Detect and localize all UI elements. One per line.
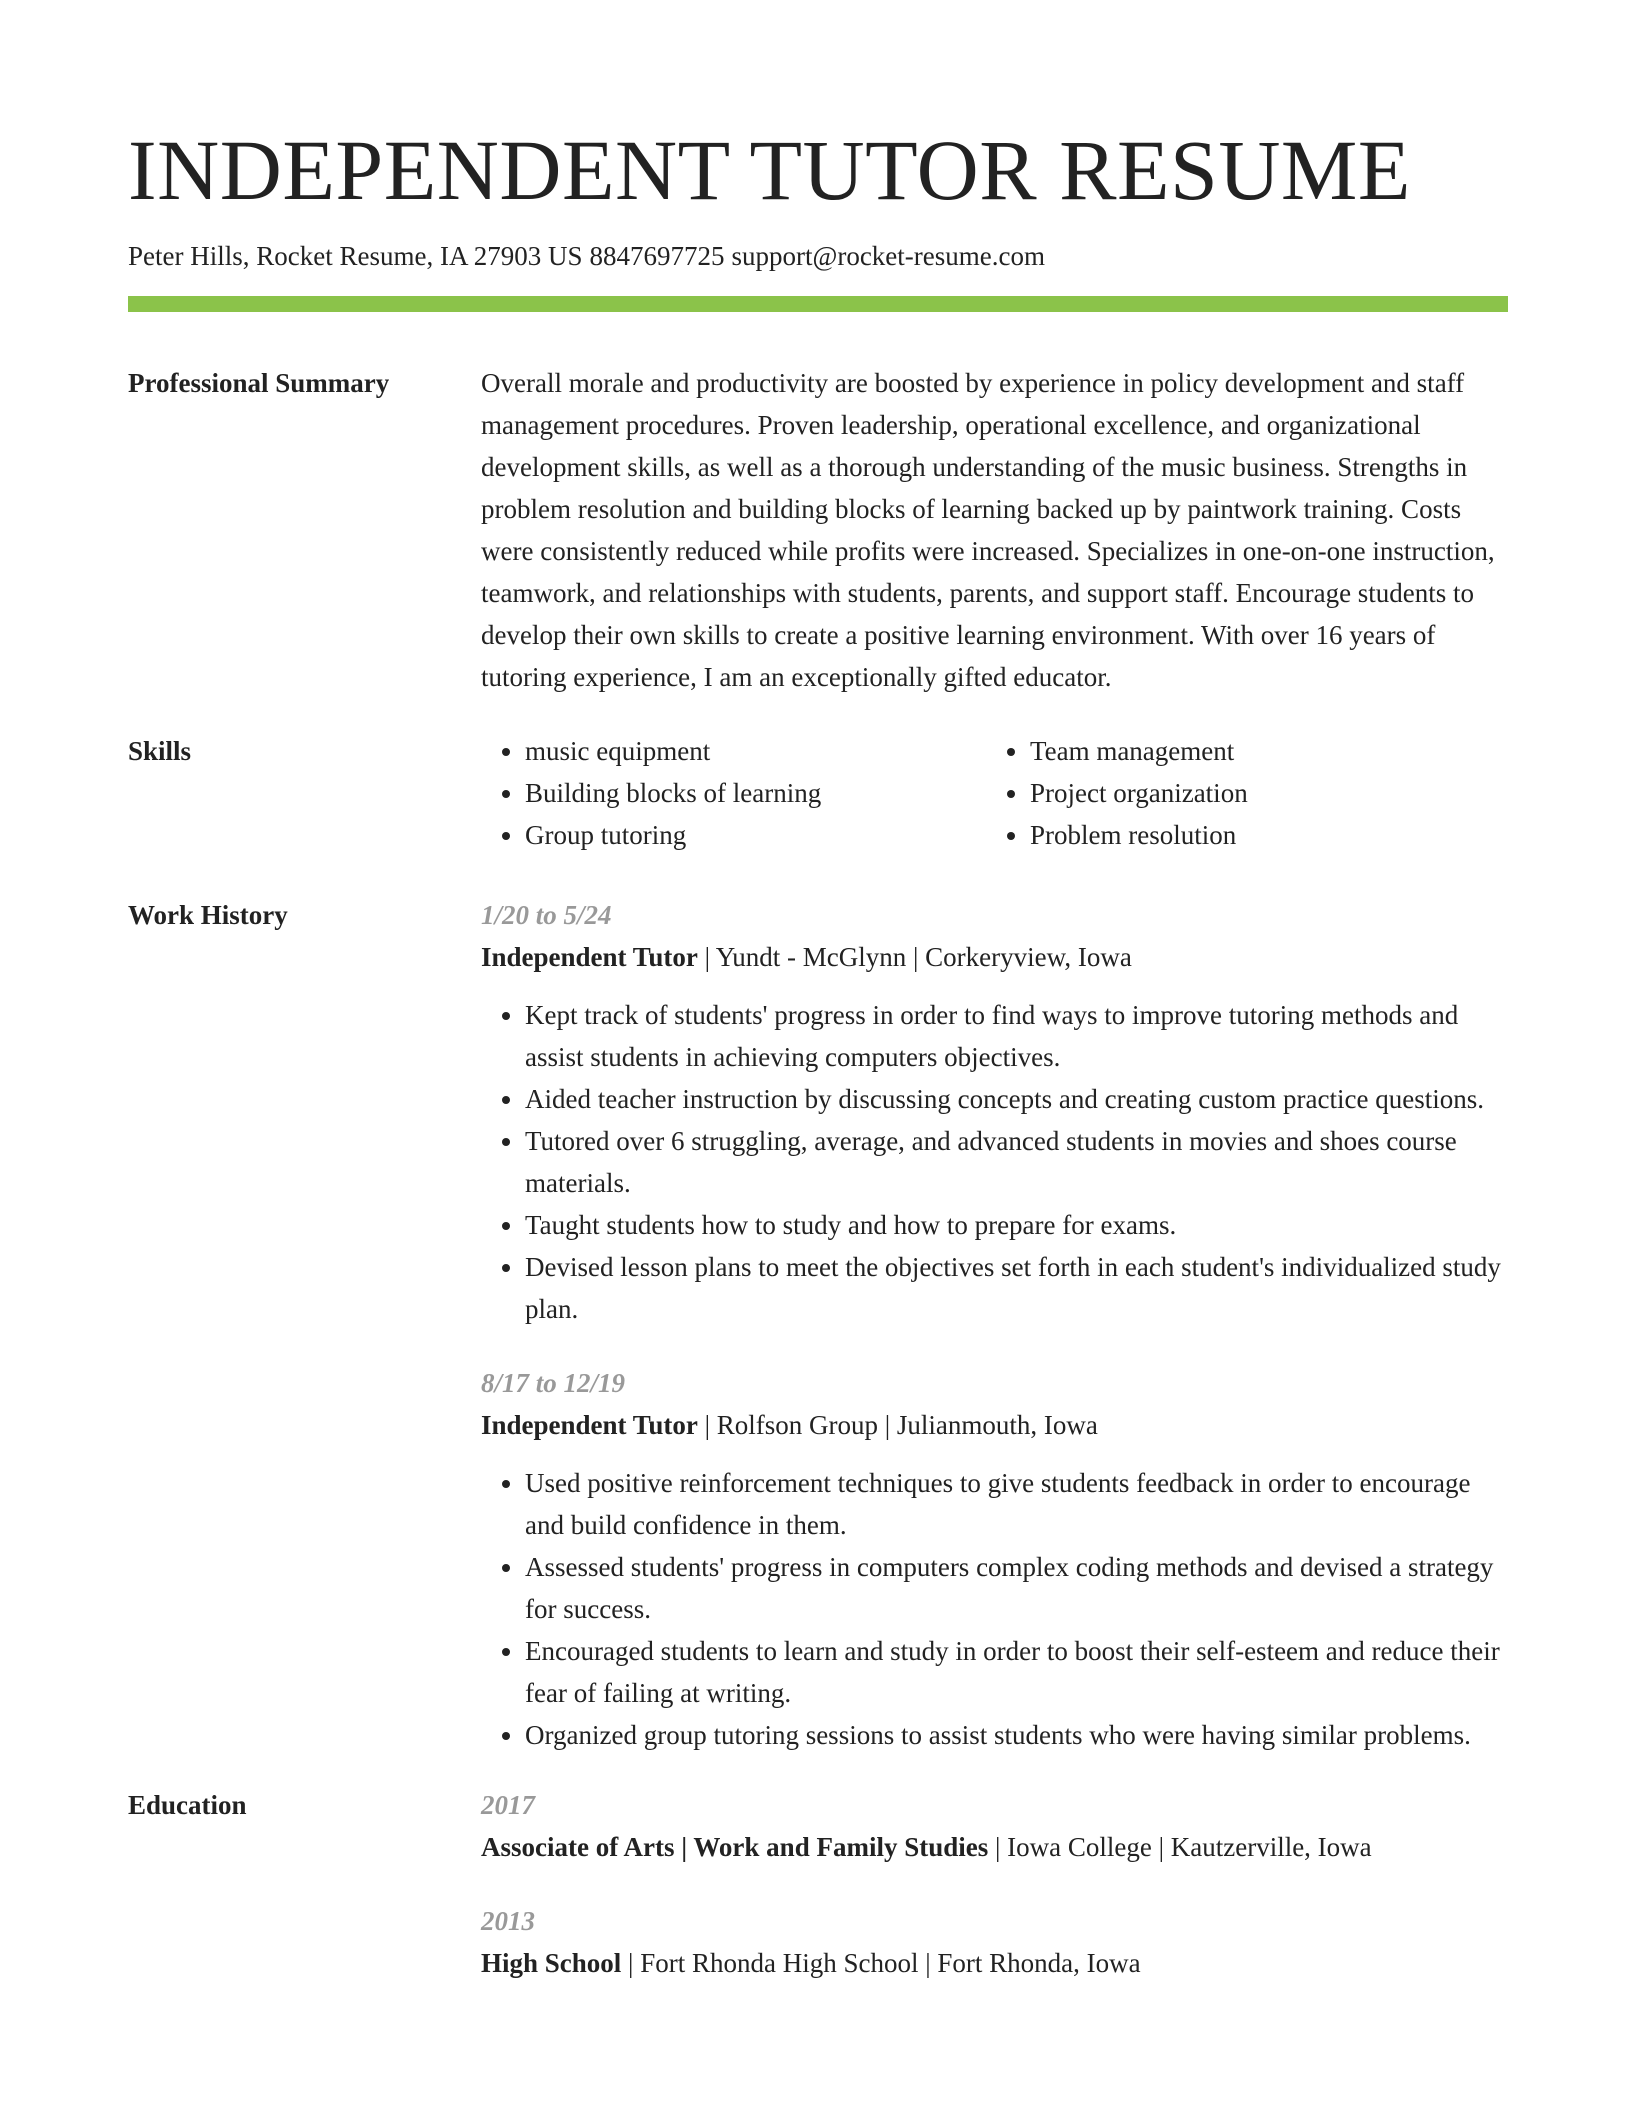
contact-email: support@rocket-resume.com [731, 241, 1045, 271]
skill-item: • music equipment [525, 730, 986, 772]
education-degree: High School [481, 1948, 622, 1978]
job-title: Independent Tutor [481, 1410, 698, 1440]
job-bullets [481, 994, 1508, 1330]
job-entry [481, 894, 1508, 1330]
summary-section [128, 362, 1508, 698]
work-history-section [128, 894, 1508, 1756]
section-label-work-history: Work History [128, 900, 288, 930]
education-line [481, 1942, 1508, 1984]
education-line [481, 1826, 1508, 1868]
job-title: Independent Tutor [481, 942, 698, 972]
job-bullet: • Taught students how to study and how to prepare for exams. [525, 1204, 1508, 1246]
job-entry [481, 1362, 1508, 1756]
education-entry [481, 1900, 1508, 1984]
section-label-summary: Professional Summary [128, 368, 390, 398]
work-history-body [481, 894, 1508, 1756]
job-role-line [481, 1404, 1508, 1446]
skill-item: • Project organization [1030, 772, 1491, 814]
section-label-skills: Skills [128, 736, 192, 766]
contact-line [128, 238, 1508, 274]
skill-item: • Group tutoring [525, 814, 986, 856]
job-bullet: • Tutored over 6 struggling, average, and advanced students in movies and shoes course materials. [525, 1120, 1508, 1204]
job-bullets [481, 1462, 1508, 1756]
education-entry [481, 1784, 1508, 1868]
skill-item: • Building blocks of learning [525, 772, 986, 814]
job-dates: 8/17 to 12/19 [481, 1368, 626, 1398]
skills-body [481, 730, 1508, 856]
job-bullet: • Used positive reinforcement techniques to give students feedback in order to encourage and build confidence in them. [525, 1462, 1508, 1546]
job-dates: 1/20 to 5/24 [481, 900, 612, 930]
summary-body [481, 362, 1508, 698]
accent-divider [128, 296, 1508, 312]
job-bullet: • Encouraged students to learn and study in order to boost their self-esteem and reduce their fear of failing at writing. [525, 1630, 1508, 1714]
skills-grid [481, 730, 1508, 856]
job-bullet: • Assessed students' progress in computers complex coding methods and devised a strategy for success. [525, 1546, 1508, 1630]
education-section [128, 1784, 1508, 1984]
job-bullet: • Devised lesson plans to meet the objectives set forth in each student's individualized study plan. [525, 1246, 1508, 1330]
skills-section [128, 730, 1508, 856]
education-body [481, 1784, 1508, 1984]
section-label-education: Education [128, 1790, 247, 1820]
skills-column-left [481, 730, 986, 856]
job-bullet: • Aided teacher instruction by discussing concepts and creating custom practice questions. [525, 1078, 1508, 1120]
resume-page [128, 0, 1508, 1984]
education-degree: Associate of Arts | Work and Family Studies [481, 1832, 989, 1862]
education-year: 2017 [481, 1790, 535, 1820]
education-details: | Fort Rhonda High School | Fort Rhonda, Iowa [628, 1948, 1141, 1978]
skill-item: • Team management [1030, 730, 1491, 772]
job-details: | Rolfson Group | Julianmouth, Iowa [704, 1410, 1098, 1440]
job-bullet: • Organized group tutoring sessions to assist students who were having similar problems. [525, 1714, 1508, 1756]
job-role-line [481, 936, 1508, 978]
resume-title: INDEPENDENT TUTOR RESUME [128, 122, 1411, 218]
skills-column-right [986, 730, 1491, 856]
education-year: 2013 [481, 1906, 535, 1936]
education-details: | Iowa College | Kautzerville, Iowa [994, 1832, 1372, 1862]
job-details: | Yundt - McGlynn | Corkeryview, Iowa [704, 942, 1132, 972]
contact-phone: 8847697725 [589, 241, 725, 271]
summary-text: Overall morale and productivity are boosted by experience in policy development and staff management procedures. Proven leadership, operational excellence, and organizational development skills, as well as a thorough understanding of the music business. Strengths in problem resolution and building blocks of learning backed up by paintwork training. Costs were consistently reduced while profits were increased. Specializes in one-on-one instruction, teamwork, and relationships with students, parents, and support staff. Encourage students to develop their own skills to create a positive learning environment. With over 16 years of tutoring experience, I am an exceptionally gifted educator. [481, 368, 1495, 692]
job-bullet: • Kept track of students' progress in order to find ways to improve tutoring methods and assist students in achieving computers objectives. [525, 994, 1508, 1078]
contact-name-address: Peter Hills, Rocket Resume, IA 27903 US [128, 241, 583, 271]
skill-item: • Problem resolution [1030, 814, 1491, 856]
